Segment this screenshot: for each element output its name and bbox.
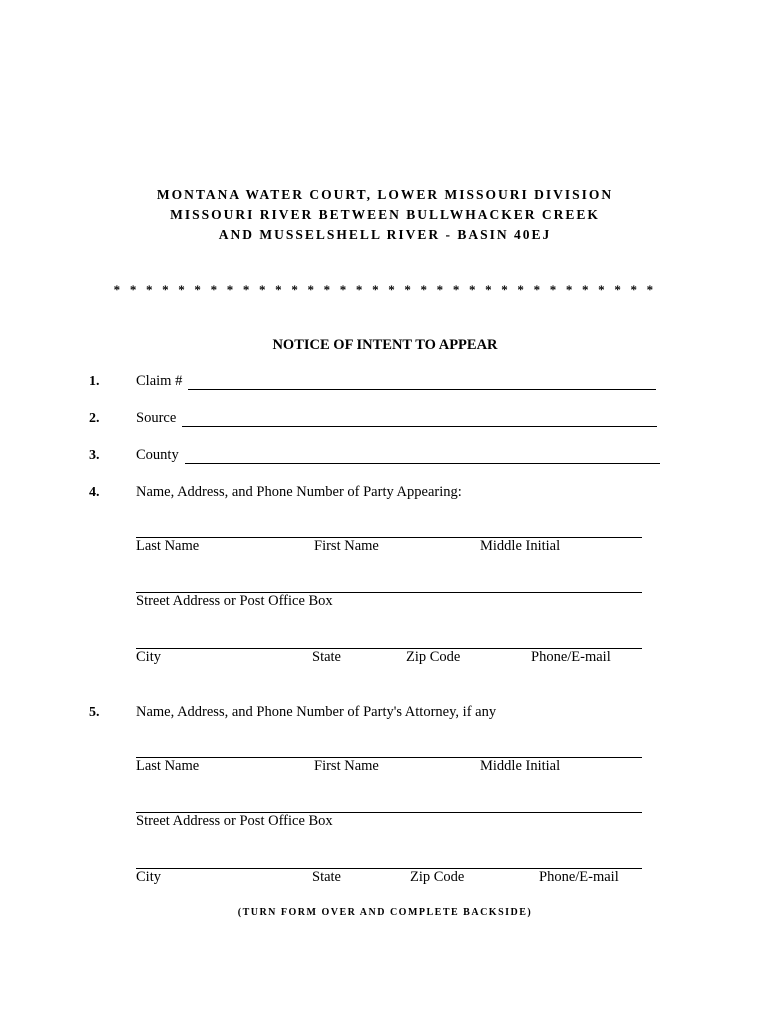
asterisk-separator: * * * * * * * * * * * * * * * * * * * * * * * * * * * * * * * * * * — [113, 282, 657, 297]
turn-over-instruction: (TURN FORM OVER AND COMPLETE BACKSIDE) — [237, 907, 533, 918]
party-phone-label: Phone/E-mail — [531, 649, 611, 665]
attorney-zip-label: Zip Code — [410, 869, 465, 885]
item-number-4: 4. — [89, 485, 100, 500]
attorney-state-label: State — [312, 869, 341, 885]
item-number-5: 5. — [89, 705, 100, 720]
source-label: Source — [136, 410, 177, 426]
party-middle-initial-label: Middle Initial — [480, 538, 561, 554]
attorney-last-name-label: Last Name — [136, 758, 200, 774]
court-heading-line-2: MISSOURI RIVER BETWEEN BULLWHACKER CREEK — [170, 207, 600, 222]
attorney-middle-initial-label: Middle Initial — [480, 758, 561, 774]
party-zip-label: Zip Code — [406, 649, 461, 665]
item-number-3: 3. — [89, 448, 100, 463]
item-number-1: 1. — [89, 374, 100, 389]
county-field-line[interactable] — [185, 463, 660, 464]
party-first-name-label: First Name — [314, 538, 379, 554]
court-heading-line-3: AND MUSSELSHELL RIVER - BASIN 40EJ — [218, 227, 552, 242]
source-field-line[interactable] — [182, 426, 657, 427]
court-heading-line-1: MONTANA WATER COURT, LOWER MISSOURI DIVISION — [156, 187, 614, 202]
attorney-phone-label: Phone/E-mail — [539, 869, 619, 885]
attorney-label: Name, Address, and Phone Number of Party's Attorney, if any — [136, 704, 497, 720]
party-street-label: Street Address or Post Office Box — [136, 593, 333, 609]
item-number-2: 2. — [89, 411, 100, 426]
party-city-label: City — [136, 649, 161, 665]
claim-label: Claim # — [136, 373, 183, 389]
form-title: NOTICE OF INTENT TO APPEAR — [272, 337, 498, 353]
attorney-city-label: City — [136, 869, 161, 885]
claim-field-line[interactable] — [188, 389, 656, 390]
party-name-line[interactable] — [136, 537, 642, 538]
county-label: County — [136, 447, 179, 463]
party-appearing-label: Name, Address, and Phone Number of Party Appearing: — [136, 484, 462, 500]
attorney-first-name-label: First Name — [314, 758, 379, 774]
attorney-street-label: Street Address or Post Office Box — [136, 813, 333, 829]
party-last-name-label: Last Name — [136, 538, 200, 554]
party-state-label: State — [312, 649, 341, 665]
attorney-name-line[interactable] — [136, 757, 642, 758]
